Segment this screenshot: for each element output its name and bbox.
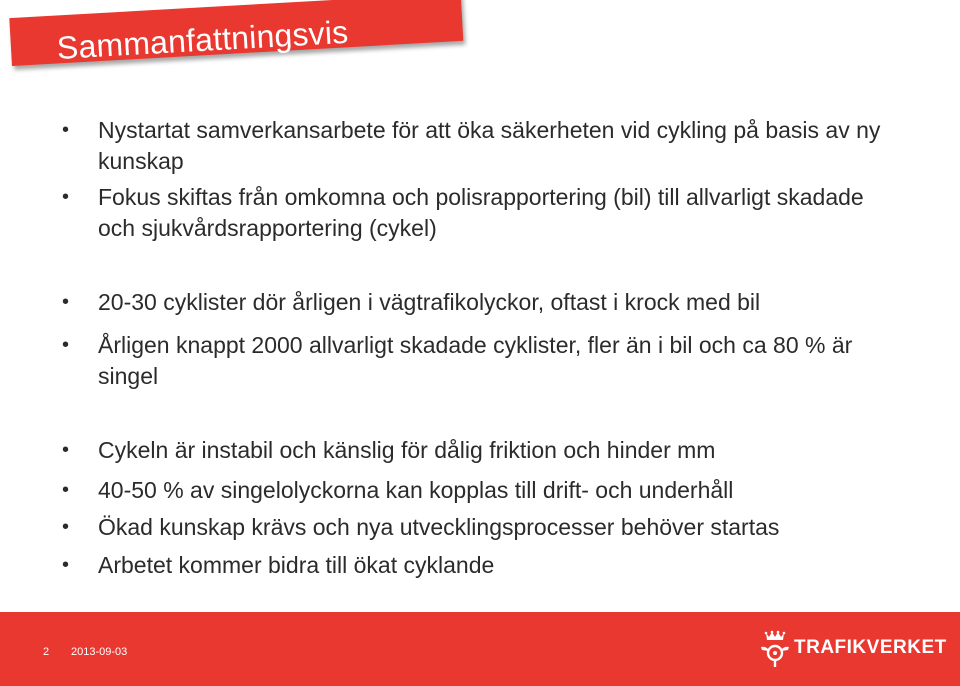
bullet-icon: • [62,186,70,208]
bullet-icon: • [62,516,70,538]
bullet-text: Arbetet kommer bidra till ökat cyklande [98,552,495,578]
bullet-item [62,475,922,506]
page-number: 2 [43,646,50,658]
bullet-icon: • [62,439,70,461]
trafikverket-logo [760,630,947,670]
bullet-text: Nystartat samverkansarbete för att öka säkerheten vid cykling på basis av ny kunskap [98,117,881,174]
slide-title: Sammanfattningsvis [55,13,350,67]
bullet-item [62,330,922,392]
bullet-text: 40-50 % av singelolyckorna kan kopplas till drift- och underhåll [98,477,734,503]
bullet-item [62,435,922,466]
bullet-icon: • [62,119,70,141]
footer-bar [0,612,960,686]
bullet-text: Årligen knappt 2000 allvarligt skadade cyklister, fler än i bil och ca 80 % är singel [98,332,853,389]
footer-date: 2013-09-03 [71,646,128,658]
bullet-item [62,287,922,318]
bullet-item [62,512,922,543]
bullet-icon: • [62,554,70,576]
bullet-text: Ökad kunskap krävs och nya utvecklingsprocesser behöver startas [98,514,780,540]
bullet-icon: • [62,479,70,501]
bullet-icon: • [62,334,70,356]
bullet-text: Cykeln är instabil och känslig för dålig friktion och hinder mm [98,437,716,463]
logo-wordmark: TRAFIKVERKET [794,637,947,658]
bullet-item [62,115,922,177]
bullet-text: Fokus skiftas från omkomna och polisrapportering (bil) till allvarligt skadade och sjukvårdsrapportering (cykel) [98,184,864,241]
trafikverket-crown-emblem-icon [760,630,790,668]
bullet-icon: • [62,291,70,313]
bullet-item [62,182,922,244]
bullet-text: 20-30 cyklister dör årligen i vägtrafikolyckor, oftast i krock med bil [98,289,761,315]
bullet-item [62,550,922,581]
